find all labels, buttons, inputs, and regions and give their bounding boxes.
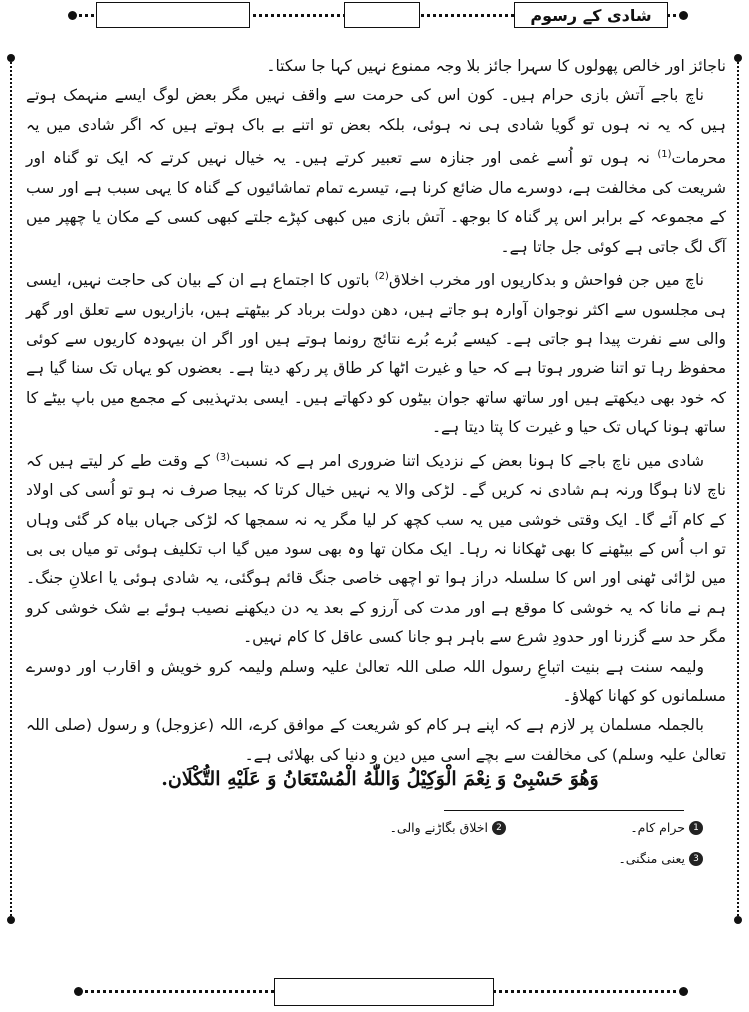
paragraph-text: کے وقت طے کر لیتے ہیں کہ ناچ لانا ہوگا ورنہ ہم شادی نہ کریں گے۔ لڑکی والا یہ نہیں خیال کرتا کہ بیجا صرف نہ ہو تو اُسی کی اولاد کے کام آئے گا۔ ایک وقتی خوشی میں یہ سب کچھ کر لیا مگر یہ نہ سمجھا کہ لڑکی جہاں بیاہ کر گئی وہاں تو اب اُس کے بیٹھنے کا بھی ٹھکانا نہ رہا۔ ایک مکان تھا وہ بھی سود میں گیا اب تکلیف ہوئی تو میاں بی بی میں لڑائی ٹھنی اور اس کا سلسلہ دراز ہوا تو اچھی خاصی جنگ قائم ہوگئی، یہ شادی ہوئی یا اعلانِ جنگ۔ ہم نے مانا کہ یہ خوشی کا موقع ہے اور مدت کی آرزو کے بعد یہ دن دیکھنے نصیب ہوئے بے شک خوشی کرو مگر حد سے گزرنا اور حدودِ شرع سے باہر ہو جانا کسی عاقل کا کام نہیں۔ [26, 451, 726, 647]
paragraph-engagement [26, 443, 726, 653]
paragraph-fireworks [26, 81, 726, 262]
footnote-number-badge: 2 [492, 821, 506, 835]
paragraph-text: ناچ میں جن فواحش و بدکاریوں اور مخرب اخلاق [388, 271, 704, 290]
page-number-box [344, 2, 420, 28]
right-dotted-border [737, 58, 739, 920]
footnote-3 [618, 851, 703, 866]
right-border-bottom-cap [734, 916, 742, 924]
book-title-box [96, 2, 250, 28]
left-border-bottom-cap [7, 916, 15, 924]
footnote-text: یعنی منگنی۔ [618, 851, 685, 866]
footnote-text: حرام کام۔ [630, 820, 685, 835]
page-footer [78, 975, 684, 1009]
footnote-1 [630, 820, 703, 835]
right-border-top-cap [734, 54, 742, 62]
chapter-title-box [514, 2, 668, 28]
paragraph-text: نہ ہوں تو اُسے غمی اور جنازہ سے تعبیر کرتے ہیں۔ یہ خیال نہیں کرتے کہ ایک تو گناہ اور شریعت کی مخالفت ہے، دوسرے مال ضائع کرنا ہے، تیسرے تمام تماشائیوں کے گناہ کا یہی سبب ہے اور سب کے مجموعہ کے برابر اس پر گناہ کا بوجھ۔ آتش بازی میں کبھی کپڑے جلتے کبھی کسی کے مکان یا چھپر میں آگ لگ جاتی ہے کوئی جل جاتا ہے۔ [26, 149, 726, 256]
left-border-top-cap [7, 54, 15, 62]
body-text [26, 52, 726, 770]
footer-right-cap [679, 987, 688, 996]
header-right-cap [679, 11, 688, 20]
left-dotted-border [10, 58, 12, 920]
footnote-number-badge: 1 [689, 821, 703, 835]
paragraph-walima [26, 653, 726, 712]
paragraph-text: شادی میں ناچ باجے کا ہونا بعض کے نزدیک اتنا ضروری امر ہے کہ نسبت [230, 451, 704, 470]
paragraph-text: ناجائز اور خالص پھولوں کا سہرا جائز بلا وجہ ممنوع نہیں کہا جا سکتا۔ [266, 57, 726, 75]
footnote-ref-3[interactable]: (3) [215, 451, 231, 463]
paragraph-continuation [26, 52, 726, 81]
footer-left-cap [74, 987, 83, 996]
header-left-cap [68, 11, 77, 20]
footnote-ref-2[interactable]: (2) [374, 271, 389, 282]
footnote-number-badge: 3 [689, 852, 703, 866]
page-header [72, 2, 684, 32]
footnote-separator [444, 810, 684, 811]
closing-arabic-verse: وَهُوَ حَسْبِیْ وَ نِعْمَ الْوَكِیْلُ وَاللّٰهُ الْمُسْتَعَانُ وَ عَلَیْهِ التُّكْلَان. [161, 768, 599, 790]
chapter-title: شادی کے رسوم [530, 5, 652, 25]
footnote-text: اخلاق بگاڑنے والی۔ [389, 820, 488, 835]
paragraph-dance [26, 262, 726, 443]
paragraph-text: ناچ باجے آتش بازی حرام ہیں۔ کون اس کی حرمت سے واقف نہیں مگر بعض لوگ ایسے منہمک ہوتے ہیں کہ یہ نہ ہوں تو گویا شادی ہی نہ ہوئی، بلکہ بعض تو اتنے بے باک ہوتے ہیں کہ اگر شادی میں یہ محرمات [26, 86, 726, 168]
footnote-ref-1[interactable]: (1) [657, 149, 672, 161]
paragraph-conclusion [26, 711, 726, 770]
footnote-2 [390, 820, 506, 835]
footer-box [274, 978, 494, 1006]
paragraph-text: باتوں کا اجتماع ہے ان کے بیان کی حاجت نہیں، ایسی ہی مجلسوں سے اکثر نوجوان آوارہ ہو جاتے ہیں، دھن دولت برباد کر بیٹھتے ہیں، بازاریوں سے تعلق اور گھر والی سے نفرت پیدا ہو جاتی ہے۔ کیسے بُرے بُرے نتائج رونما ہوتے ہیں اور اگر ان بیہودہ کاریوں سے کوئی محفوظ رہا تو اتنا ضرور ہوتا ہے کہ حیا و غیرت اٹھا کر طاق پر رکھ دیتا ہے۔ بعضوں کو یہاں تک سنا گیا ہے کہ خود بھی دیکھتے ہیں اور ساتھ ساتھ جوان بیٹوں کو دکھاتے ہیں۔ ایسی بدتہذیبی کے مجمع میں باپ بیٹے کا ساتھ ہونا کہاں تک حیا و غیرت کا پتا دیتا ہے۔ [26, 271, 726, 437]
paragraph-text: ولیمہ سنت ہے بنیت اتباعِ رسول اللہ صلی اللہ تعالیٰ علیہ وسلم ولیمہ کرو خویش و اقارب اور دوسرے مسلمانوں کو کھانا کھلاؤ۔ [26, 657, 726, 705]
paragraph-text: بالجملہ مسلمان پر لازم ہے کہ اپنے ہر کام کو شریعت کے موافق کرے، اللہ (عزوجل) و رسول (صلی اللہ تعالیٰ علیہ وسلم) کی مخالفت سے بچے اسی میں دین و دنیا کی بھلائی ہے۔ [26, 716, 726, 764]
